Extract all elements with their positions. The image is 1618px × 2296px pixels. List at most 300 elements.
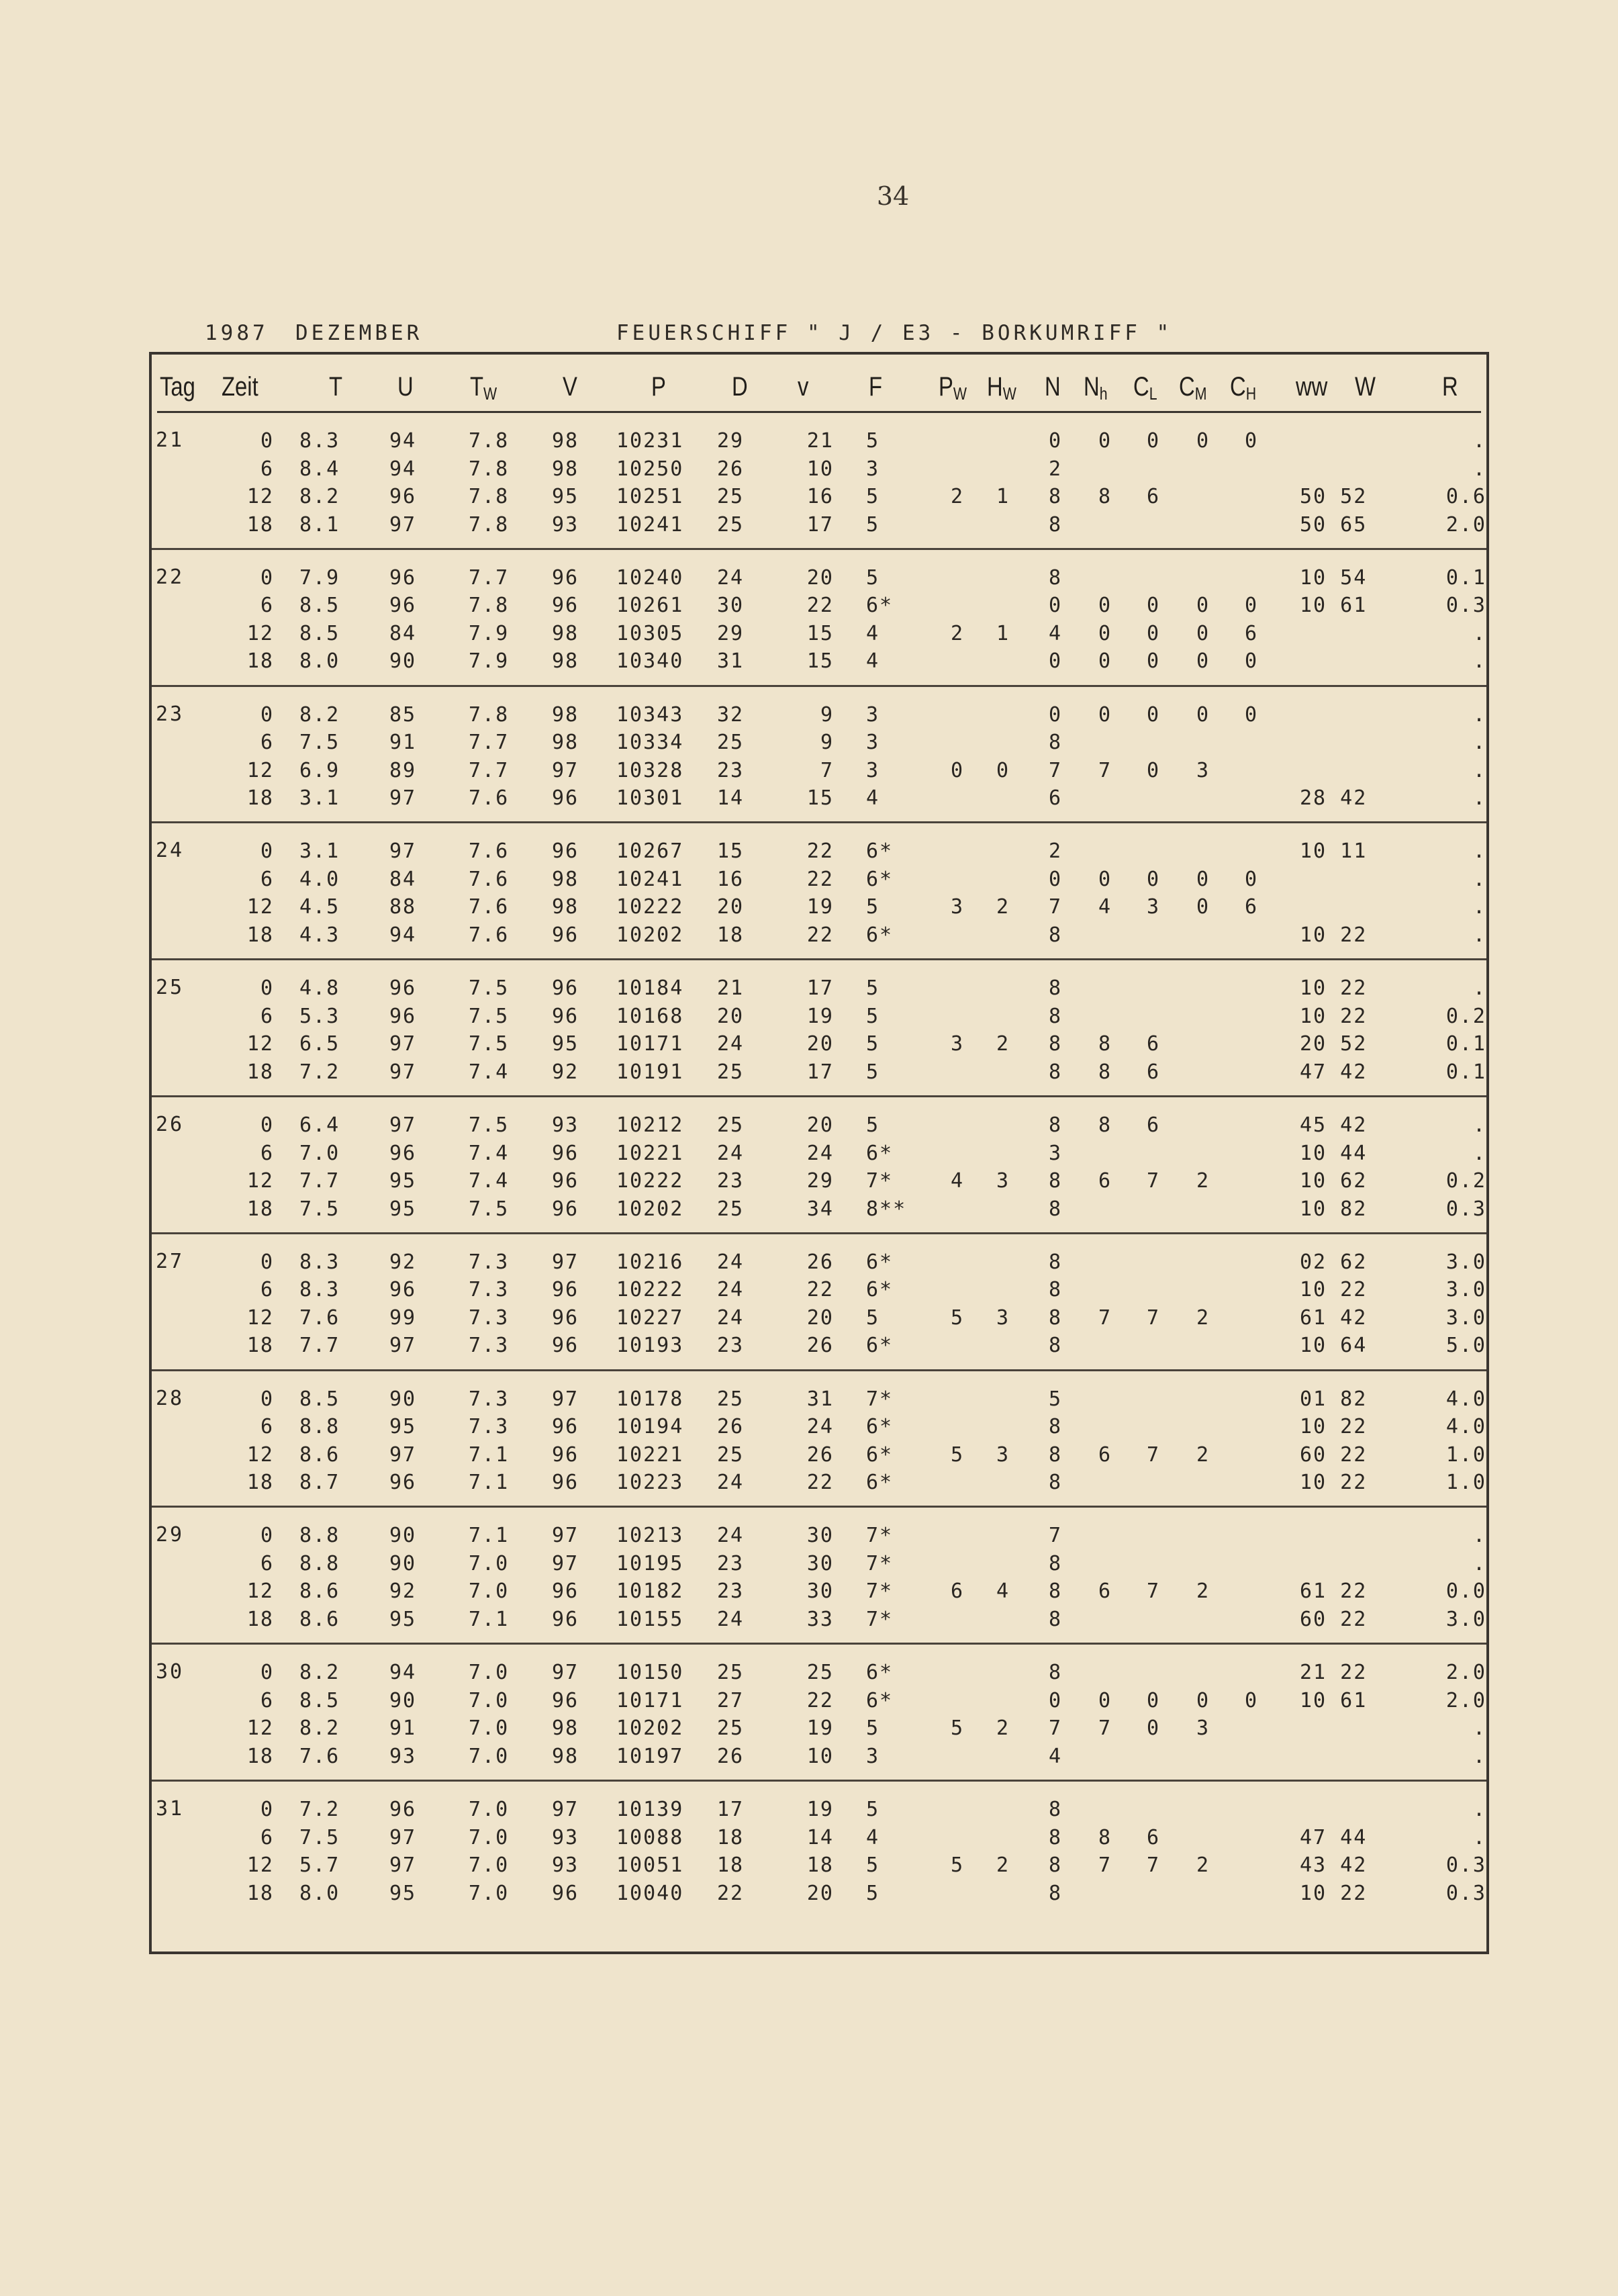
cell-zeit: 6 <box>260 457 274 481</box>
cell-d: 24 <box>717 565 745 590</box>
cell-f: 8** <box>866 1197 907 1221</box>
cell-zeit: 12 <box>246 758 274 782</box>
cell-zeit: 18 <box>246 786 274 811</box>
cell-r: 5.0 <box>1445 1334 1486 1358</box>
cell-cm: 0 <box>1196 649 1210 674</box>
cell-r: . <box>1472 1744 1486 1768</box>
cell-t: 8.6 <box>299 1442 340 1467</box>
col-header-u: U <box>397 372 414 402</box>
cell-hw: 3 <box>996 1169 1010 1193</box>
cell-cl: 3 <box>1147 895 1161 919</box>
day-label: 22 <box>156 565 185 589</box>
cell-cl: 7 <box>1147 1442 1161 1467</box>
cell-f: 4 <box>866 621 880 645</box>
col-header-v: V <box>563 372 577 402</box>
table-row <box>152 1413 1486 1441</box>
cell-p: 10241 <box>616 867 684 891</box>
cell-tw: 7.4 <box>469 1141 510 1165</box>
cell-v: 26 <box>806 1250 834 1274</box>
cell-d: 25 <box>717 1661 745 1685</box>
cell-nh: 7 <box>1098 1716 1112 1741</box>
cell-v: 22 <box>806 1278 834 1302</box>
cell-v: 96 <box>552 1688 579 1712</box>
cell-r: 0.2 <box>1445 1004 1486 1028</box>
cell-u: 96 <box>389 565 417 590</box>
cell-v: 98 <box>552 649 579 674</box>
cell-f: 6* <box>866 1334 894 1358</box>
cell-t: 8.3 <box>299 1278 340 1302</box>
cell-ch: 6 <box>1245 895 1259 919</box>
cell-tw: 7.9 <box>469 649 510 674</box>
table-row <box>152 1522 1486 1550</box>
cell-d: 25 <box>717 1113 745 1137</box>
cell-p: 10195 <box>616 1551 684 1575</box>
cell-u: 90 <box>389 649 417 674</box>
cell-v: 24 <box>806 1141 834 1165</box>
table-row <box>152 1276 1486 1304</box>
cell-d: 18 <box>717 923 745 947</box>
cell-zeit: 6 <box>260 1688 274 1712</box>
cell-n: 3 <box>1049 1141 1063 1165</box>
cell-f: 5 <box>866 565 880 590</box>
cell-f: 6* <box>866 594 894 618</box>
cell-n: 8 <box>1049 731 1063 755</box>
cell-hw: 1 <box>996 621 1010 645</box>
table-row <box>152 1577 1486 1606</box>
cell-r: 2.0 <box>1445 1688 1486 1712</box>
cell-d: 24 <box>717 1141 745 1165</box>
cell-cl: 0 <box>1147 758 1161 782</box>
cell-n: 7 <box>1049 1524 1063 1548</box>
cell-f: 6* <box>866 1250 894 1274</box>
day-label: 25 <box>156 976 185 1000</box>
table-row <box>152 1058 1486 1087</box>
cell-t: 8.1 <box>299 512 340 537</box>
cell-d: 18 <box>717 1853 745 1877</box>
cell-n: 8 <box>1049 1305 1063 1330</box>
cell-www: 02 62 <box>1300 1250 1368 1274</box>
cell-u: 97 <box>389 1853 417 1877</box>
cell-t: 8.0 <box>299 1881 340 1905</box>
col-header-w: W <box>1355 372 1376 402</box>
cell-zeit: 12 <box>246 1853 274 1877</box>
col-header-tag: Tag <box>160 372 195 402</box>
cell-tw: 7.1 <box>469 1442 510 1467</box>
cell-p: 10223 <box>616 1471 684 1495</box>
cell-u: 90 <box>389 1387 417 1411</box>
cell-v: 97 <box>552 1524 579 1548</box>
cell-n: 8 <box>1049 1853 1063 1877</box>
table-row <box>152 1030 1486 1058</box>
cell-www: 47 44 <box>1300 1825 1368 1849</box>
cell-p: 10178 <box>616 1387 684 1411</box>
cell-ch: 0 <box>1245 649 1259 674</box>
cell-n: 8 <box>1049 1551 1063 1575</box>
cell-tw: 7.4 <box>469 1060 510 1084</box>
cell-d: 17 <box>717 1798 745 1821</box>
cell-u: 97 <box>389 1060 417 1084</box>
cell-u: 94 <box>389 429 417 453</box>
day-separator <box>152 548 1486 550</box>
cell-n: 0 <box>1049 649 1063 674</box>
cell-cm: 2 <box>1196 1853 1210 1877</box>
cell-v: 97 <box>552 758 579 782</box>
cell-r: . <box>1472 649 1486 674</box>
cell-p: 10197 <box>616 1744 684 1768</box>
cell-f: 6* <box>866 839 894 864</box>
cell-zeit: 6 <box>260 594 274 618</box>
cell-v: 96 <box>552 1579 579 1604</box>
table-row <box>152 1332 1486 1360</box>
cell-d: 25 <box>717 485 745 508</box>
cell-cm: 0 <box>1196 895 1210 919</box>
cell-cl: 7 <box>1147 1305 1161 1330</box>
cell-v: 97 <box>552 1387 579 1411</box>
cell-p: 10222 <box>616 895 684 919</box>
cell-f: 5 <box>866 1881 880 1905</box>
cell-f: 3 <box>866 758 880 782</box>
cell-tw: 7.0 <box>469 1825 510 1849</box>
cell-u: 91 <box>389 731 417 755</box>
cell-n: 4 <box>1049 1744 1063 1768</box>
cell-u: 90 <box>389 1524 417 1548</box>
cell-t: 7.5 <box>299 731 340 755</box>
cell-u: 91 <box>389 1716 417 1741</box>
cell-t: 6.5 <box>299 1032 340 1056</box>
cell-f: 7* <box>866 1169 894 1193</box>
cell-v: 22 <box>806 923 834 947</box>
table-row <box>152 1659 1486 1687</box>
cell-cm: 0 <box>1196 867 1210 891</box>
cell-n: 8 <box>1049 1607 1063 1631</box>
cell-p: 10184 <box>616 976 684 1001</box>
cell-zeit: 0 <box>260 429 274 453</box>
cell-v: 92 <box>552 1060 579 1084</box>
cell-r: . <box>1472 621 1486 645</box>
cell-f: 7* <box>866 1387 894 1411</box>
cell-p: 10250 <box>616 457 684 481</box>
cell-v: 93 <box>552 1825 579 1849</box>
cell-nh: 4 <box>1098 895 1112 919</box>
cell-p: 10221 <box>616 1442 684 1467</box>
cell-tw: 7.5 <box>469 1113 510 1137</box>
table-row <box>152 592 1486 620</box>
cell-p: 10139 <box>616 1798 684 1821</box>
cell-zeit: 6 <box>260 731 274 755</box>
cell-f: 3 <box>866 731 880 755</box>
column-header-row <box>152 355 1486 414</box>
cell-zeit: 18 <box>246 1471 274 1495</box>
table-row <box>152 921 1486 950</box>
cell-v: 98 <box>552 1716 579 1741</box>
cell-t: 8.2 <box>299 702 340 727</box>
cell-v: 96 <box>552 839 579 864</box>
cell-cm: 0 <box>1196 594 1210 618</box>
cell-t: 6.9 <box>299 758 340 782</box>
cell-f: 3 <box>866 702 880 727</box>
cell-n: 8 <box>1049 1661 1063 1685</box>
cell-r: . <box>1472 839 1486 864</box>
table-row <box>152 483 1486 511</box>
cell-nh: 0 <box>1098 649 1112 674</box>
cell-r: . <box>1472 457 1486 481</box>
table-row <box>152 1687 1486 1715</box>
cell-nh: 8 <box>1098 485 1112 508</box>
cell-d: 29 <box>717 429 745 453</box>
cell-u: 97 <box>389 512 417 537</box>
cell-v: 96 <box>552 786 579 811</box>
cell-t: 7.6 <box>299 1305 340 1330</box>
cell-v: 26 <box>806 1334 834 1358</box>
cell-u: 95 <box>389 1607 417 1631</box>
cell-v: 15 <box>806 649 834 674</box>
cell-r: 2.0 <box>1445 1661 1486 1685</box>
cell-r: . <box>1472 923 1486 947</box>
cell-f: 5 <box>866 1716 880 1741</box>
cell-v: 34 <box>806 1197 834 1221</box>
cell-v: 24 <box>806 1415 834 1439</box>
cell-t: 8.2 <box>299 485 340 508</box>
cell-f: 4 <box>866 649 880 674</box>
day-label: 28 <box>156 1386 185 1410</box>
cell-d: 21 <box>717 976 745 1001</box>
cell-r: . <box>1472 758 1486 782</box>
cell-t: 8.5 <box>299 1688 340 1712</box>
cell-t: 8.2 <box>299 1716 340 1741</box>
cell-v: 22 <box>806 839 834 864</box>
cell-www: 50 65 <box>1300 512 1368 537</box>
day-block <box>152 1789 1486 1926</box>
cell-v: 22 <box>806 594 834 618</box>
day-block <box>152 1379 1486 1516</box>
cell-r: . <box>1472 1113 1486 1137</box>
cell-v: 93 <box>552 1113 579 1137</box>
cell-r: . <box>1472 1524 1486 1548</box>
cell-tw: 7.4 <box>469 1169 510 1193</box>
cell-zeit: 12 <box>246 1579 274 1604</box>
table-row <box>152 1824 1486 1852</box>
cell-nh: 7 <box>1098 758 1112 782</box>
cell-t: 4.5 <box>299 895 340 919</box>
cell-v: 15 <box>806 786 834 811</box>
cell-p: 10251 <box>616 485 684 508</box>
cell-v: 29 <box>806 1169 834 1193</box>
cell-t: 7.6 <box>299 1744 340 1768</box>
cell-d: 26 <box>717 1744 745 1768</box>
cell-www: 10 54 <box>1300 565 1368 590</box>
cell-tw: 7.6 <box>469 867 510 891</box>
cell-tw: 7.0 <box>469 1688 510 1712</box>
cell-cl: 0 <box>1147 702 1161 727</box>
cell-v: 98 <box>552 457 579 481</box>
cell-u: 92 <box>389 1579 417 1604</box>
cell-n: 8 <box>1049 1113 1063 1137</box>
cell-hw: 3 <box>996 1305 1010 1330</box>
cell-ch: 0 <box>1245 429 1259 453</box>
day-label: 26 <box>156 1113 185 1136</box>
cell-p: 10221 <box>616 1141 684 1165</box>
cell-www: 50 52 <box>1300 485 1368 508</box>
cell-n: 0 <box>1049 1688 1063 1712</box>
page-number: 34 <box>876 181 910 211</box>
cell-v: 33 <box>806 1607 834 1631</box>
cell-zeit: 12 <box>246 485 274 508</box>
cell-pw: 4 <box>951 1169 965 1193</box>
cell-cl: 6 <box>1147 1032 1161 1056</box>
cell-r: . <box>1472 1716 1486 1741</box>
day-block <box>152 1515 1486 1652</box>
cell-tw: 7.7 <box>469 758 510 782</box>
cell-cm: 0 <box>1196 702 1210 727</box>
cell-r: 3.0 <box>1445 1278 1486 1302</box>
cell-zeit: 6 <box>260 1415 274 1439</box>
cell-zeit: 6 <box>260 867 274 891</box>
cell-t: 5.7 <box>299 1853 340 1877</box>
cell-tw: 7.1 <box>469 1471 510 1495</box>
cell-p: 10040 <box>616 1881 684 1905</box>
cell-zeit: 12 <box>246 1442 274 1467</box>
cell-hw: 2 <box>996 1032 1010 1056</box>
cell-cm: 0 <box>1196 1688 1210 1712</box>
cell-tw: 7.6 <box>469 839 510 864</box>
cell-www: 10 61 <box>1300 1688 1368 1712</box>
day-block <box>152 1105 1486 1242</box>
table-row <box>152 647 1486 676</box>
cell-p: 10240 <box>616 565 684 590</box>
day-separator <box>152 1095 1486 1097</box>
cell-f: 4 <box>866 786 880 811</box>
cell-www: 01 82 <box>1300 1387 1368 1411</box>
col-header-pw: $P_W$ <box>939 372 967 404</box>
cell-zeit: 18 <box>246 649 274 674</box>
cell-v: 98 <box>552 621 579 645</box>
cell-zeit: 0 <box>260 976 274 1001</box>
cell-p: 10168 <box>616 1004 684 1028</box>
cell-u: 94 <box>389 1661 417 1685</box>
cell-n: 8 <box>1049 565 1063 590</box>
cell-n: 8 <box>1049 923 1063 947</box>
cell-v: 17 <box>806 512 834 537</box>
cell-t: 8.8 <box>299 1551 340 1575</box>
cell-t: 7.2 <box>299 1060 340 1084</box>
cell-t: 7.2 <box>299 1798 340 1821</box>
cell-d: 23 <box>717 1334 745 1358</box>
cell-r: 0.3 <box>1445 1853 1486 1877</box>
col-header-v-speed: v <box>798 372 809 402</box>
col-header-d: D <box>732 372 748 402</box>
cell-u: 84 <box>389 621 417 645</box>
cell-u: 96 <box>389 1004 417 1028</box>
cell-u: 94 <box>389 923 417 947</box>
cell-n: 8 <box>1049 1415 1063 1439</box>
cell-u: 92 <box>389 1250 417 1274</box>
cell-zeit: 12 <box>246 1169 274 1193</box>
cell-www: 10 22 <box>1300 1881 1368 1905</box>
cell-r: 0.1 <box>1445 1060 1486 1084</box>
cell-cm: 2 <box>1196 1579 1210 1604</box>
cell-v: 96 <box>552 1197 579 1221</box>
col-header-cl: $C_L$ <box>1133 372 1157 404</box>
cell-cm: 2 <box>1196 1169 1210 1193</box>
cell-v: 31 <box>806 1387 834 1411</box>
cell-v: 9 <box>820 731 834 755</box>
cell-v: 96 <box>552 1881 579 1905</box>
cell-v: 19 <box>806 1004 834 1028</box>
cell-tw: 7.5 <box>469 1004 510 1028</box>
cell-r: . <box>1472 429 1486 453</box>
col-header-n: N <box>1045 372 1061 402</box>
cell-tw: 7.8 <box>469 512 510 537</box>
cell-f: 7* <box>866 1551 894 1575</box>
day-label: 29 <box>156 1523 185 1547</box>
cell-nh: 6 <box>1098 1442 1112 1467</box>
cell-u: 95 <box>389 1415 417 1439</box>
cell-tw: 7.0 <box>469 1661 510 1685</box>
cell-u: 96 <box>389 594 417 618</box>
day-separator <box>152 1232 1486 1234</box>
col-header-cm: $C_M$ <box>1179 372 1207 404</box>
cell-cl: 0 <box>1147 1688 1161 1712</box>
cell-v: 20 <box>806 1881 834 1905</box>
table-row <box>152 1550 1486 1578</box>
cell-r: . <box>1472 731 1486 755</box>
cell-ch: 0 <box>1245 867 1259 891</box>
cell-v: 96 <box>552 1334 579 1358</box>
cell-cm: 3 <box>1196 758 1210 782</box>
cell-u: 97 <box>389 1442 417 1467</box>
cell-r: 0.3 <box>1445 594 1486 618</box>
cell-p: 10150 <box>616 1661 684 1685</box>
cell-v: 20 <box>806 1305 834 1330</box>
cell-n: 0 <box>1049 867 1063 891</box>
cell-cl: 6 <box>1147 1113 1161 1137</box>
cell-nh: 0 <box>1098 702 1112 727</box>
cell-www: 10 22 <box>1300 976 1368 1001</box>
cell-pw: 3 <box>951 1032 965 1056</box>
cell-v: 15 <box>806 621 834 645</box>
cell-tw: 7.5 <box>469 976 510 1001</box>
cell-pw: 5 <box>951 1305 965 1330</box>
cell-r: . <box>1472 895 1486 919</box>
cell-f: 5 <box>866 1032 880 1056</box>
table-row <box>152 1469 1486 1497</box>
cell-nh: 0 <box>1098 621 1112 645</box>
cell-cl: 6 <box>1147 485 1161 508</box>
day-label: 23 <box>156 702 185 726</box>
cell-n: 8 <box>1049 485 1063 508</box>
cell-t: 7.5 <box>299 1197 340 1221</box>
table-row <box>152 1248 1486 1277</box>
cell-n: 8 <box>1049 976 1063 1001</box>
cell-p: 10202 <box>616 1716 684 1741</box>
cell-v: 98 <box>552 702 579 727</box>
cell-n: 6 <box>1049 786 1063 811</box>
cell-nh: 8 <box>1098 1032 1112 1056</box>
cell-t: 8.3 <box>299 429 340 453</box>
cell-v: 25 <box>806 1661 834 1685</box>
cell-v: 96 <box>552 1141 579 1165</box>
cell-p: 10267 <box>616 839 684 864</box>
cell-r: 0.6 <box>1445 485 1486 508</box>
cell-v: 30 <box>806 1551 834 1575</box>
cell-r: . <box>1472 702 1486 727</box>
cell-hw: 2 <box>996 895 1010 919</box>
cell-f: 5 <box>866 1113 880 1137</box>
cell-t: 8.6 <box>299 1607 340 1631</box>
cell-zeit: 18 <box>246 1744 274 1768</box>
table-row <box>152 729 1486 757</box>
cell-n: 8 <box>1049 1169 1063 1193</box>
